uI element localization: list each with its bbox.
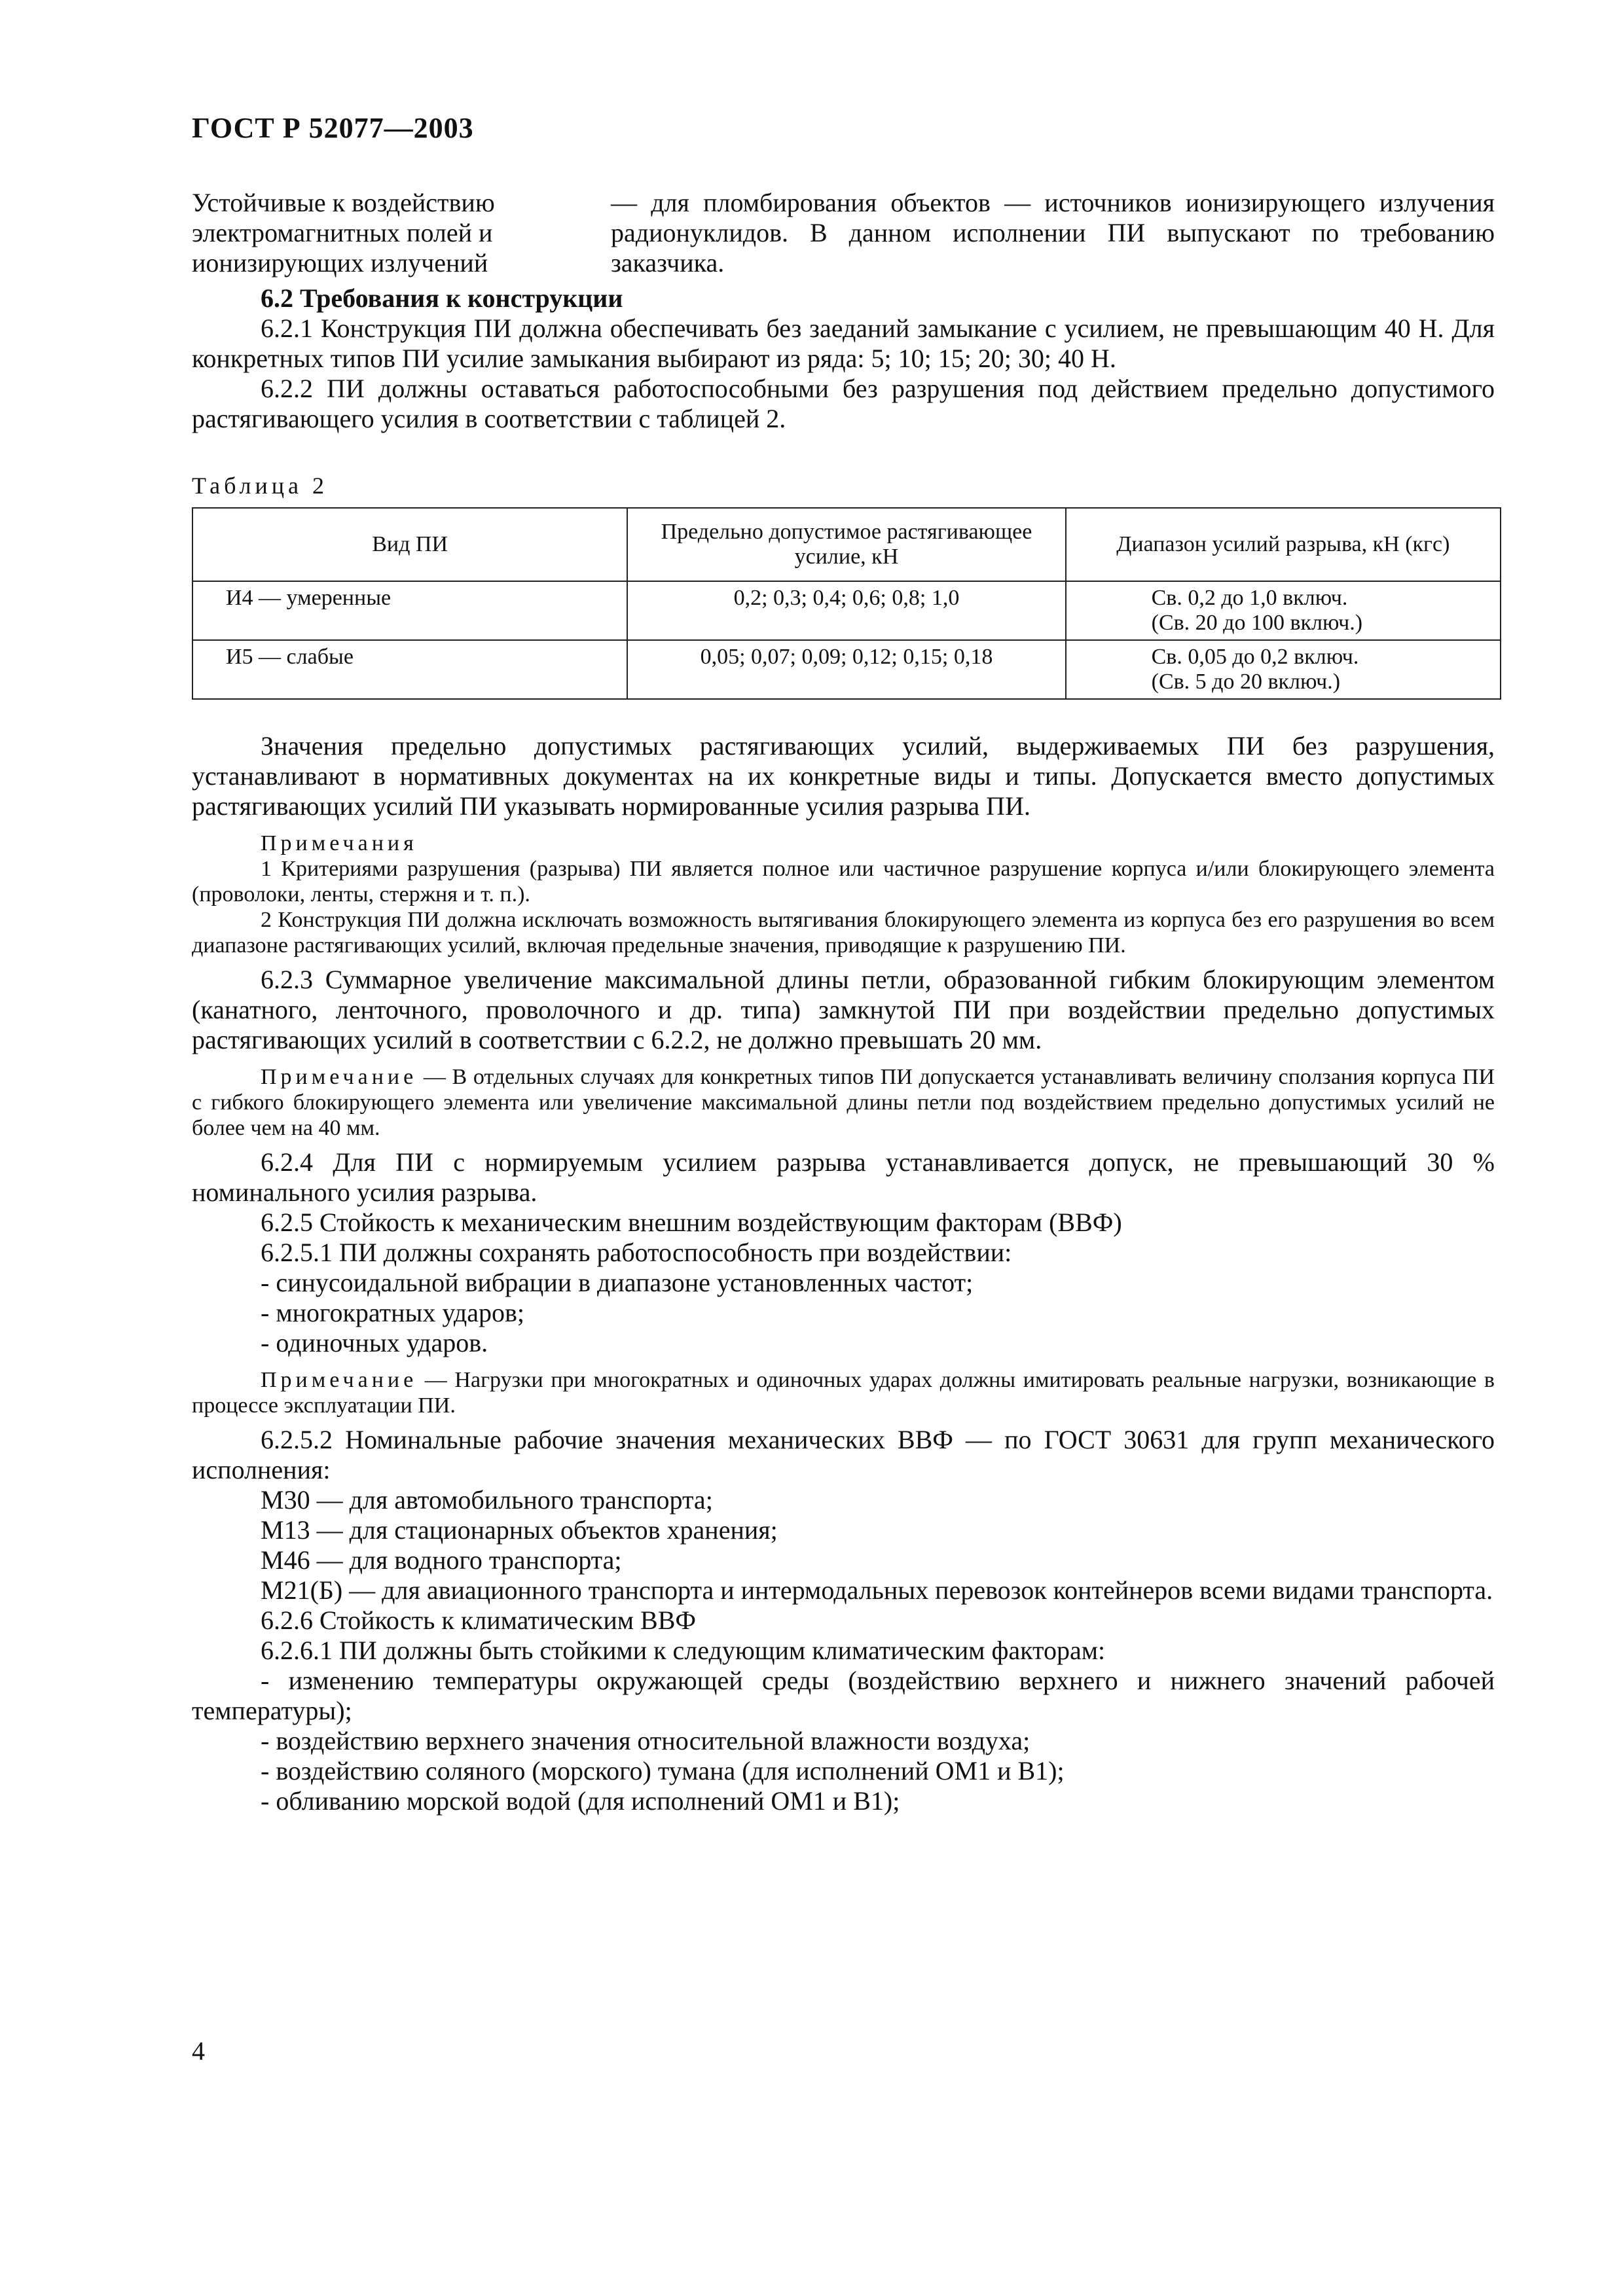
note-3-paragraph — [192, 1367, 1495, 1418]
paragraph-6-2-2: 6.2.2 ПИ должны оставаться работоспособными без разрушения под действием предельно допустимого растягивающего усилия в соответствии с таблицей 2. — [192, 374, 1495, 433]
note-1: 1 Критериями разрушения (разрыва) ПИ является полное или частичное разрушение корпуса и/или блокирующего элемента (проволоки, ленты, стержня и т. п.). — [192, 857, 1495, 906]
paragraph-6-2-4: 6.2.4 Для ПИ с нормируемым усилием разрыва устанавливается допуск, не превышающий 30 % номинального усилия разрыва. — [192, 1147, 1495, 1207]
note-heading: Примечание — [261, 1065, 418, 1089]
variant-row — [192, 188, 1495, 278]
header-type: Вид ПИ — [192, 508, 627, 581]
cell-range — [1066, 640, 1501, 699]
group-item: М13 — для стационарных объектов хранения; — [261, 1515, 778, 1545]
table-row — [192, 581, 1501, 640]
paragraph-6-2-1: 6.2.1 Конструкция ПИ должна обеспечивать без заеданий замыкание с усилием, не превышающим 40 Н. Для конкретных типов ПИ усилие замыкания выбирают из ряда: 5; 10; 15; 20; 30; 40 Н. — [192, 314, 1495, 373]
cell-type: И4 — умеренные — [192, 581, 627, 640]
variant-description: — для пломбирования объектов — источников ионизирующего излучения радионуклидов. В данном исполнении ПИ выпускают по требованию заказчика. — [611, 188, 1495, 278]
note-heading: Примечание — [261, 1368, 418, 1392]
page-number: 4 — [192, 2036, 205, 2066]
table-caption: Таблица 2 — [192, 473, 328, 499]
cell-force: 0,2; 0,3; 0,4; 0,6; 0,8; 1,0 — [627, 581, 1065, 640]
cell-type: И5 — слабые — [192, 640, 627, 699]
header-force: Предельно допустимое растягивающее усилие, кН — [627, 508, 1065, 581]
document-code-header: ГОСТ Р 52077—2003 — [192, 112, 474, 144]
notes-heading: Примечания — [261, 831, 418, 855]
paragraph-6-2-6: 6.2.6 Стойкость к климатическим ВВФ — [261, 1605, 696, 1635]
list-item: - воздействию верхнего значения относительной влажности воздуха; — [261, 1726, 1030, 1755]
range-kgf: (Св. 5 до 20 включ.) — [1151, 670, 1341, 694]
group-item: М30 — для автомобильного транспорта; — [261, 1485, 713, 1515]
paragraph-6-2-3: 6.2.3 Суммарное увеличение максимальной длины петли, образованной гибким блокирующим элементом (канатного, ленточного, проволочного и др. типа) замкнутой ПИ при воздействии предельно допустимых растягивающих усилий в соответствии с 6.2.2, не должно превышать 20 мм. — [192, 965, 1495, 1054]
list-item: - воздействию соляного (морского) тумана (для исполнений ОМ1 и В1); — [261, 1756, 1065, 1785]
list-item: - изменению температуры окружающей среды (воздействию верхнего и нижнего значений рабочей температуры); — [192, 1666, 1495, 1725]
note-block-3 — [192, 1367, 1495, 1418]
page-content — [192, 188, 1495, 1816]
range-kgf: (Св. 20 до 100 включ.) — [1151, 611, 1363, 635]
paragraph-6-2-6-1: 6.2.6.1 ПИ должны быть стойкими к следующим климатическим факторам: — [261, 1636, 1106, 1665]
group-item: М21(Б) — для авиационного транспорта и интермодальных перевозок контейнеров всеми видами транспорта. — [261, 1575, 1493, 1605]
variant-name: Устойчивые к воздействию электромагнитных полей и ионизирующих излучений — [192, 188, 495, 278]
paragraph-6-2-5-1: 6.2.5.1 ПИ должны сохранять работоспособность при воздействии: — [261, 1238, 1012, 1267]
table-header-row — [192, 508, 1501, 581]
notes-block — [192, 831, 1495, 958]
note-text: — Нагрузки при многократных и одиночных ударах должны имитировать реальные нагрузки, возникающие в процессе эксплуатации ПИ. — [192, 1368, 1495, 1418]
note-2-paragraph — [192, 1064, 1495, 1141]
table-2 — [192, 507, 1501, 700]
range-kn: Св. 0,2 до 1,0 включ. — [1151, 586, 1348, 610]
list-item: - синусоидальной вибрации в диапазоне установленных частот; — [261, 1268, 974, 1297]
paragraph-6-2-5: 6.2.5 Стойкость к механическим внешним воздействующим факторам (ВВФ) — [261, 1208, 1122, 1237]
note-block-2 — [192, 1064, 1495, 1141]
cell-range — [1066, 581, 1501, 640]
paragraph-after-table: Значения предельно допустимых растягивающих усилий, выдерживаемых ПИ без разрушения, устанавливают в нормативных документах на их конкретные виды и типы. Допускается вместо допустимых растягивающих усилий ПИ указывать нормированные усилия разрыва ПИ. — [192, 731, 1495, 821]
list-item: - обливанию морской водой (для исполнений ОМ1 и В1); — [261, 1786, 900, 1816]
range-kn: Св. 0,05 до 0,2 включ. — [1151, 645, 1359, 669]
list-item: - одиночных ударов. — [261, 1328, 488, 1357]
header-range: Диапазон усилий разрыва, кН (кгс) — [1066, 508, 1501, 581]
note-text: — В отдельных случаях для конкретных типов ПИ допускается устанавливать величину сползания корпуса ПИ с гибкого блокирующего элемента или увеличение максимальной длины петли под воздействием предельно допустимых усилий не более чем на 40 мм. — [192, 1065, 1495, 1140]
group-item: М46 — для водного транспорта; — [261, 1545, 622, 1575]
cell-force: 0,05; 0,07; 0,09; 0,12; 0,15; 0,18 — [627, 640, 1065, 699]
note-2: 2 Конструкция ПИ должна исключать возможность вытягивания блокирующего элемента из корпуса без его разрушения во всем диапазоне растягивающих усилий, включая предельные значения, приводящие к разрушению ПИ. — [192, 908, 1495, 958]
list-item: - многократных ударов; — [261, 1298, 524, 1327]
section-6-2-title: 6.2 Требования к конструкции — [261, 283, 623, 313]
paragraph-6-2-5-2: 6.2.5.2 Номинальные рабочие значения механических ВВФ — по ГОСТ 30631 для групп механического исполнения: — [192, 1425, 1495, 1484]
table-row — [192, 640, 1501, 699]
